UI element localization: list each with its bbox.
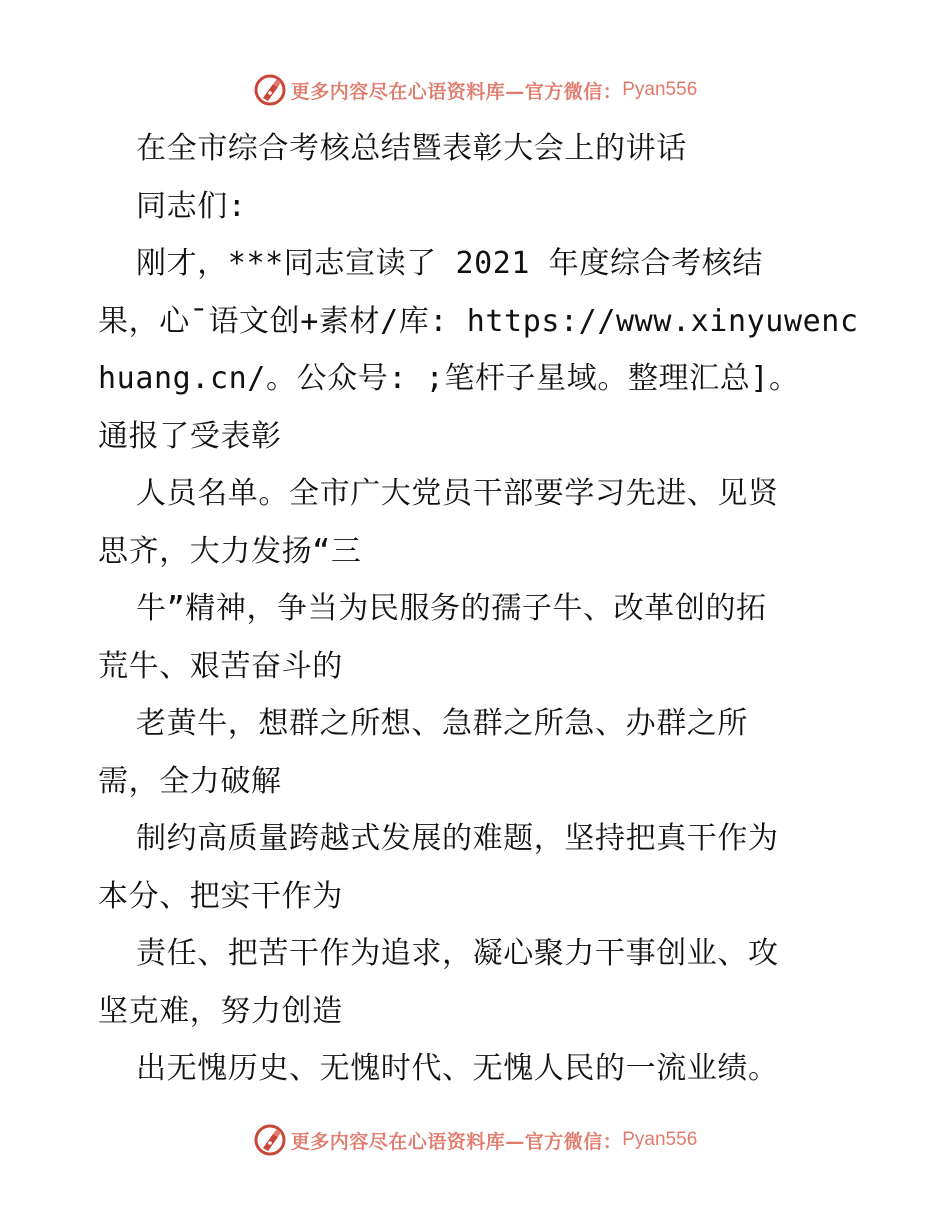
text-line: 人员名单。全市广大党员干部要学习先进、见贤 [136, 476, 779, 511]
header-watermark-banner [0, 70, 950, 110]
text-line: huang.cn/。公众号: ;笔杆子星域。整理汇总]。 [98, 361, 800, 396]
text-line: 责任、把苦干作为追求，凝心聚力干事创业、攻 [136, 936, 779, 971]
text-line: 老黄牛，想群之所想、急群之所急、办群之所 [136, 706, 748, 741]
text-line: 思齐，大力发扬“三 [98, 533, 362, 569]
document-title: 在全市综合考核总结暨表彰大会上的讲话 [136, 131, 687, 166]
text-line: 荒牛、艰苦奋斗的 [98, 648, 343, 684]
text-line: 刚才，***同志宣读了 2021 年度综合考核结 [136, 246, 763, 281]
salutation: 同志们: [136, 188, 247, 224]
text-line: 果，心¯语文创+素材/库: https://www.xinyuwenc [98, 303, 859, 339]
banner-wechat-id: Pyan556 [622, 1129, 698, 1150]
text-line: 通报了受表彰 [98, 418, 282, 454]
text-line: 坚克难，努力创造 [98, 993, 343, 1029]
document-body [98, 120, 858, 1098]
pen-nib-logo-icon [253, 73, 287, 107]
text-line: 本分、把实干作为 [98, 878, 343, 914]
text-line: 制约高质量跨越式发展的难题，坚持把真干作为 [136, 821, 779, 856]
text-line: 需，全力破解 [98, 763, 282, 799]
banner-wechat-id: Pyan556 [622, 79, 698, 100]
banner-text: 更多内容尽在心语资料库—官方微信： [290, 80, 623, 103]
pen-nib-logo-icon [253, 1123, 287, 1157]
text-line: 出无愧历史、无愧时代、无愧人民的一流业绩。 [136, 1051, 779, 1086]
text-line: 牛”精神，争当为民服务的孺子牛、改革创的拓 [136, 591, 767, 626]
footer-watermark-banner [0, 1120, 950, 1160]
banner-text: 更多内容尽在心语资料库—官方微信： [290, 1130, 623, 1153]
